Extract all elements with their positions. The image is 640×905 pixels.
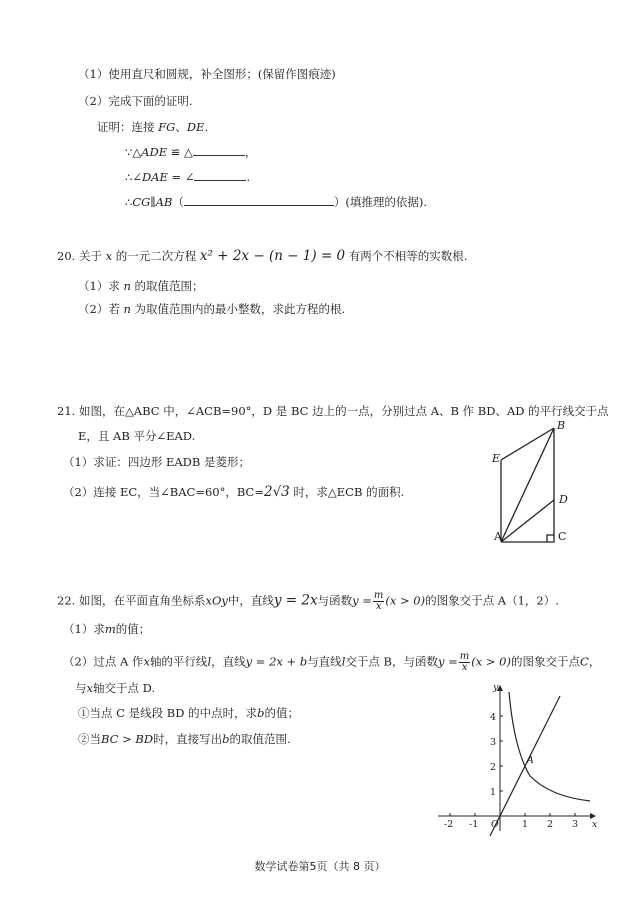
- q22-stem: [57, 591, 559, 612]
- q22-p1a: （1）求: [63, 622, 105, 636]
- frac2-den: x: [461, 662, 468, 673]
- q22-coordinate-graph: [430, 676, 605, 836]
- q20-stem: [57, 248, 467, 264]
- q22-p2b: 轴的平行线: [149, 654, 208, 669]
- q22-part2: [63, 652, 600, 673]
- y-tick-3: 3: [490, 737, 497, 748]
- q22-p2f: 的图象交于点: [511, 654, 580, 669]
- q22-fraction: [373, 591, 384, 612]
- q20-p1b: 的取值范围；: [130, 279, 204, 293]
- q22-p2x: x: [143, 654, 150, 669]
- q22-sub1: [78, 705, 299, 721]
- step2-end: .: [246, 170, 251, 184]
- q20-post: 有两个不相等的实数根.: [345, 249, 468, 263]
- label-d: D: [559, 493, 568, 506]
- page-footer: 数学试卷第5页（共 8 页）: [254, 860, 386, 873]
- q21-line1: 21. 如图，在△ABC 中，∠ACB=90°，D 是 BC 边上的一点，分别过点 A、B 作 BD、AD 的平行线交于点: [57, 404, 609, 418]
- q20-p1n: n: [123, 279, 131, 293]
- frac2-num: m: [459, 651, 470, 662]
- q22-s1b: b: [257, 706, 265, 720]
- q22-l1b: 中，直线: [227, 593, 274, 608]
- x-tick-2: 2: [547, 819, 554, 830]
- q21-part2: [63, 484, 404, 500]
- step3-pre: ∴: [125, 195, 133, 209]
- x-axis-label: x: [592, 819, 598, 830]
- q22-s1a: ①当点 C 是线段 BD 的中点时，求: [78, 706, 258, 720]
- q22-l1c: 与函数: [317, 593, 353, 608]
- q22-p2c: ，直线: [211, 654, 246, 669]
- frac-num: m: [373, 590, 384, 601]
- frac-den: x: [375, 601, 382, 612]
- step3-var: CG∥AB: [132, 195, 173, 209]
- x-tick-neg2: -2: [444, 819, 454, 830]
- step3-blank[interactable]: [184, 194, 334, 206]
- q22-p1b: 的值；: [115, 622, 151, 636]
- y-tick-4: 4: [490, 712, 497, 723]
- label-c: C: [558, 530, 567, 543]
- step1-sym: ≌ △: [167, 145, 193, 159]
- proof-fg: FG: [158, 120, 176, 134]
- q22-s2c: b: [222, 732, 230, 746]
- label-b: B: [557, 419, 566, 432]
- step1-var: ADE: [141, 145, 168, 159]
- x-tick-1: 1: [522, 819, 529, 830]
- y-axis-label: y: [493, 682, 499, 693]
- q21-p2b: 时，求△ECB 的面积.: [289, 485, 405, 499]
- q22-l3x: x: [86, 681, 93, 695]
- q22-s2a: ②当: [78, 732, 101, 746]
- q22-s2d: 的取值范围.: [229, 732, 291, 746]
- step2-pre: ∴∠: [125, 170, 142, 184]
- q22-l1a: 22. 如图，在平面直角坐标系: [57, 593, 206, 608]
- q22-p2C: C: [580, 654, 589, 669]
- proof-sep: 、: [175, 120, 187, 134]
- right-angle-mark: [547, 535, 554, 542]
- q22-l3a: 与: [75, 681, 87, 695]
- q22-p2l2: l: [341, 654, 346, 669]
- q20-pre: 关于: [78, 249, 106, 263]
- q20-p2a: （2）若: [78, 302, 124, 316]
- q22-p2eq: y = 2x + b: [245, 654, 308, 669]
- q20-p1a: （1）求: [78, 279, 124, 293]
- q22-p2a: （2）过点 A 作: [63, 654, 144, 669]
- q22-s2ineq: BC > BD: [101, 732, 154, 746]
- step3-open: （: [172, 195, 184, 209]
- q19-part2: （2）完成下面的证明.: [78, 94, 193, 108]
- step2-sym: = ∠: [167, 170, 195, 184]
- q19-step3: [125, 194, 427, 210]
- origin-label: O: [491, 819, 499, 830]
- q22-line-eq: y = 2x: [273, 592, 318, 609]
- q22-p2e: 交于点 B，与函数: [345, 654, 438, 669]
- q22-cond-2: (x > 0): [471, 654, 511, 669]
- point-a-label: A: [527, 755, 534, 766]
- q22-p2d: 与直线: [307, 654, 342, 669]
- q20-p2b: 为取值范围内的最小整数，求此方程的根.: [130, 302, 346, 316]
- q22-s1c: 的值；: [264, 706, 299, 720]
- x-tick-3: 3: [572, 819, 579, 830]
- q22-l1d: 的图象交于点 A（1，2）.: [425, 593, 559, 608]
- label-e: E: [492, 452, 501, 465]
- q19-step1: [125, 144, 256, 160]
- segment-ad: [501, 500, 554, 542]
- q20-equation: x² + 2x − (n − 1) = 0: [199, 248, 346, 264]
- q21-bc-value: 2√3: [263, 484, 290, 500]
- q21-line2: E，且 AB 平分∠EAD.: [78, 429, 196, 443]
- step1-blank[interactable]: [193, 144, 245, 156]
- label-a: A: [494, 530, 502, 543]
- step1-pre: ∵△: [125, 145, 142, 159]
- step3-close: ）(填推理的依据).: [333, 195, 428, 209]
- q20-num: 20.: [57, 249, 76, 263]
- proof-intro-text: 证明：连接: [97, 120, 159, 134]
- q22-line3: [75, 680, 155, 696]
- proof-end: .: [204, 120, 209, 134]
- q20-mid: 的一元二次方程: [112, 249, 200, 263]
- q20-p2n: n: [123, 302, 131, 316]
- q22-p2y: y =: [437, 654, 458, 669]
- segment-ab: [501, 428, 554, 542]
- q22-s2b: 时，直接写出: [153, 732, 223, 746]
- q22-part1: [63, 621, 150, 637]
- q22-l3b: 轴交于点 D.: [93, 681, 156, 695]
- q22-y: y =: [352, 593, 372, 608]
- step2-var: DAE: [141, 170, 168, 184]
- q19-proof-intro: [97, 119, 208, 135]
- step2-blank[interactable]: [194, 169, 246, 181]
- proof-de: DE: [186, 120, 205, 134]
- q22-p2l: l: [207, 654, 212, 669]
- q22-fraction-2: [459, 652, 470, 673]
- y-tick-2: 2: [490, 762, 497, 773]
- q21-part1: （1）求证：四边形 EADB 是菱形；: [63, 455, 250, 469]
- q22-cond: (x > 0): [385, 593, 426, 608]
- q20-part2: [78, 301, 345, 317]
- q20-x: x: [105, 249, 113, 263]
- q19-part1: （1）使用直尺和圆规，补全图形；(保留作图痕迹): [78, 67, 336, 81]
- x-tick-neg1: -1: [469, 819, 479, 830]
- hyperbola-curve: [509, 692, 590, 801]
- q22-p1m: m: [104, 622, 116, 636]
- q21-rhombus-figure: [488, 418, 578, 544]
- q22-p2g: ，: [588, 654, 601, 669]
- q22-sub2: [78, 731, 291, 747]
- q21-p2a: （2）连接 EC，当∠BAC=60°，BC=: [63, 485, 264, 499]
- q19-step2: [125, 169, 250, 185]
- step1-end: ，: [244, 145, 257, 159]
- y-tick-1: 1: [490, 787, 497, 798]
- q20-part1: [78, 278, 204, 294]
- q22-xoy: xOy: [205, 593, 228, 608]
